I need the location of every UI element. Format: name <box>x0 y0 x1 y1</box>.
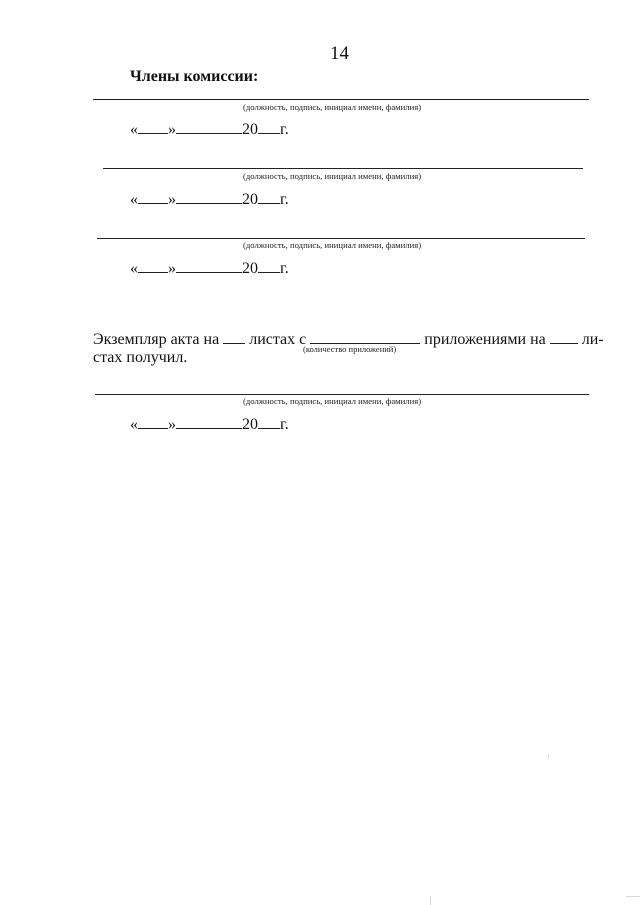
receipt-text-part1: Экземпляр акта на <box>93 331 220 348</box>
month-blank <box>176 189 242 204</box>
signature-caption: (должность, подпись, инициал имени, фамилия) <box>243 240 422 250</box>
scan-artifact <box>430 896 431 905</box>
year-blank <box>258 119 280 134</box>
sheets-blank <box>223 329 245 344</box>
receipt-text-part2: листах с <box>249 331 307 348</box>
year-prefix: 20 <box>242 121 258 138</box>
year-prefix: 20 <box>242 260 258 277</box>
receipt-text-part4: ли- <box>581 331 604 348</box>
month-blank <box>176 119 242 134</box>
signature-line <box>103 168 583 169</box>
day-blank <box>138 414 168 429</box>
year-suffix: г. <box>280 416 289 433</box>
signature-caption: (должность, подпись, инициал имени, фамилия) <box>243 102 422 112</box>
year-suffix: г. <box>280 121 289 138</box>
page-number: 14 <box>330 43 349 64</box>
year-prefix: 20 <box>242 191 258 208</box>
date-open-quote: « <box>130 260 138 277</box>
day-blank <box>138 119 168 134</box>
date-close-quote: » <box>168 416 176 433</box>
attachments-count-blank <box>310 329 420 344</box>
date-close-quote: » <box>168 260 176 277</box>
date-line <box>130 189 289 209</box>
signature-line <box>97 238 585 239</box>
year-suffix: г. <box>280 191 289 208</box>
signature-caption: (должность, подпись, инициал имени, фамилия) <box>243 396 422 406</box>
year-blank <box>258 258 280 273</box>
date-open-quote: « <box>130 121 138 138</box>
year-blank <box>258 414 280 429</box>
scan-artifact <box>626 896 640 897</box>
signature-line <box>93 99 589 100</box>
year-suffix: г. <box>280 260 289 277</box>
year-blank <box>258 189 280 204</box>
signature-line <box>95 394 589 395</box>
day-blank <box>138 258 168 273</box>
month-blank <box>176 258 242 273</box>
receipt-line-2: стах получил. <box>93 349 188 366</box>
signature-caption: (должность, подпись, инициал имени, фамилия) <box>243 171 422 181</box>
date-line <box>130 414 289 434</box>
date-open-quote: « <box>130 191 138 208</box>
date-open-quote: « <box>130 416 138 433</box>
receipt-text-part3: приложениями на <box>424 331 546 348</box>
year-prefix: 20 <box>242 416 258 433</box>
scan-artifact <box>548 755 549 759</box>
date-line <box>130 119 289 139</box>
commission-members-heading: Члены комиссии: <box>130 68 259 85</box>
date-line <box>130 258 289 278</box>
date-close-quote: » <box>168 191 176 208</box>
date-close-quote: » <box>168 121 176 138</box>
day-blank <box>138 189 168 204</box>
month-blank <box>176 414 242 429</box>
quantity-caption: (количество приложений) <box>303 344 397 354</box>
attachment-sheets-blank <box>550 329 578 344</box>
